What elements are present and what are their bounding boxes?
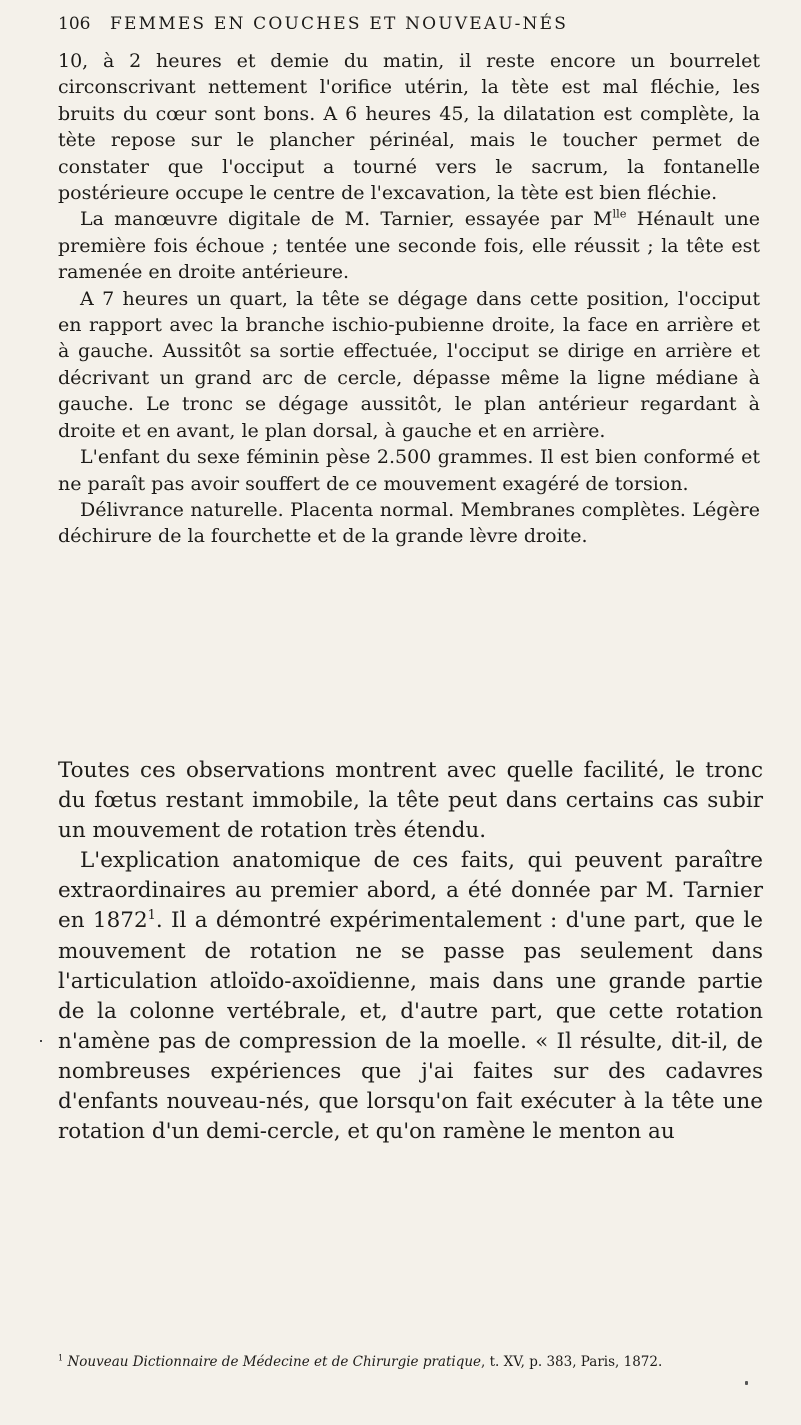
text-run: . Il a démontré expérimentalement : d'une part, que le mouvement de rotation ne se passe pas seulement dans l'articulation atloïdo-axoïdienne, mais dans une grande partie de la colonne vertébrale, et, d'autre part, que cette rotation n'amène pas de compression de la moelle. « Il résulte, dit-il, de nombreuses expériences que j'ai faites sur des cadavres d'enfants nouveau-nés, que lorsqu'on fait exécuter à la tête une rotation d'un demi-cercle, et qu'on ramène le menton au <box>58 908 763 1145</box>
body-text <box>58 756 763 1147</box>
footnote-source: Nouveau Dictionnaire de Médecine et de Chirurgie pratique <box>67 1354 482 1370</box>
case-paragraph: 10, à 2 heures et demie du matin, il reste encore un bourrelet circonscrivant nettement l'orifice utérin, la tète est mal fléchie, les bruits du cœur sont bons. A 6 heures 45, la dilatation est complète, la tète repose sur le plancher périnéal, mais le toucher permet de constater que l'occiput a tourné vers le sacrum, la fontanelle postérieure occupe le centre de l'excavation, la tète est bien fléchie. <box>58 50 760 205</box>
body-paragraph <box>58 846 763 1147</box>
case-paragraph: Délivrance naturelle. Placenta normal. Membranes complètes. Légère déchirure de la fourchette et de la grande lèvre droite. <box>58 498 760 548</box>
case-paragraph: A 7 heures un quart, la tête se dégage dans cette position, l'occiput en rapport avec la branche ischio-pubienne droite, la face en arrière et à gauche. Aussitôt sa sortie effectuée, l'occiput se dirige en arrière et décrivant un grand arc de cercle, dépasse même la ligne médiane à gauche. Le tronc se dégage aussitôt, le plan antérieur regardant à droite et en avant, le plan dorsal, à gauche et en arrière. <box>58 287 760 442</box>
text-run: L'explication anatomique de ces faits, qui peuvent paraître extraordinaires au premier abord, a été donnée par M. Tarnier en 1872 <box>58 848 763 934</box>
text-run: La manœuvre digitale de M. Tarnier, essayée par M <box>80 208 613 231</box>
footnote <box>58 1352 760 1372</box>
footnote-reference: , t. XV, p. 383, Paris, 1872. <box>481 1354 663 1370</box>
case-paragraph: L'enfant du sexe féminin pèse 2.500 grammes. Il est bien conformé et ne paraît pas avoir souffert de ce mouvement exagéré de torsion. <box>58 446 760 495</box>
running-title: FEMMES EN COUCHES ET NOUVEAU-NÉS <box>110 14 569 34</box>
ink-dot <box>745 1381 748 1385</box>
ink-speck <box>40 1040 42 1042</box>
footnote-marker: 1 <box>58 1352 64 1363</box>
footnote-ref: 1 <box>147 908 156 924</box>
page-header <box>58 14 738 44</box>
case-paragraph <box>58 206 760 285</box>
case-report <box>58 48 760 550</box>
superscript: lle <box>612 207 627 222</box>
body-paragraph: Toutes ces observations montrent avec quelle facilité, le tronc du fœtus restant immobile, la tête peut dans certains cas subir un mouvement de rotation très étendu. <box>58 758 763 844</box>
page-number: 106 <box>58 14 91 34</box>
text-run: Hénault une première fois échoue ; tentée une seconde fois, elle réussit ; la tête est ramenée en droite antérieure. <box>58 208 760 284</box>
